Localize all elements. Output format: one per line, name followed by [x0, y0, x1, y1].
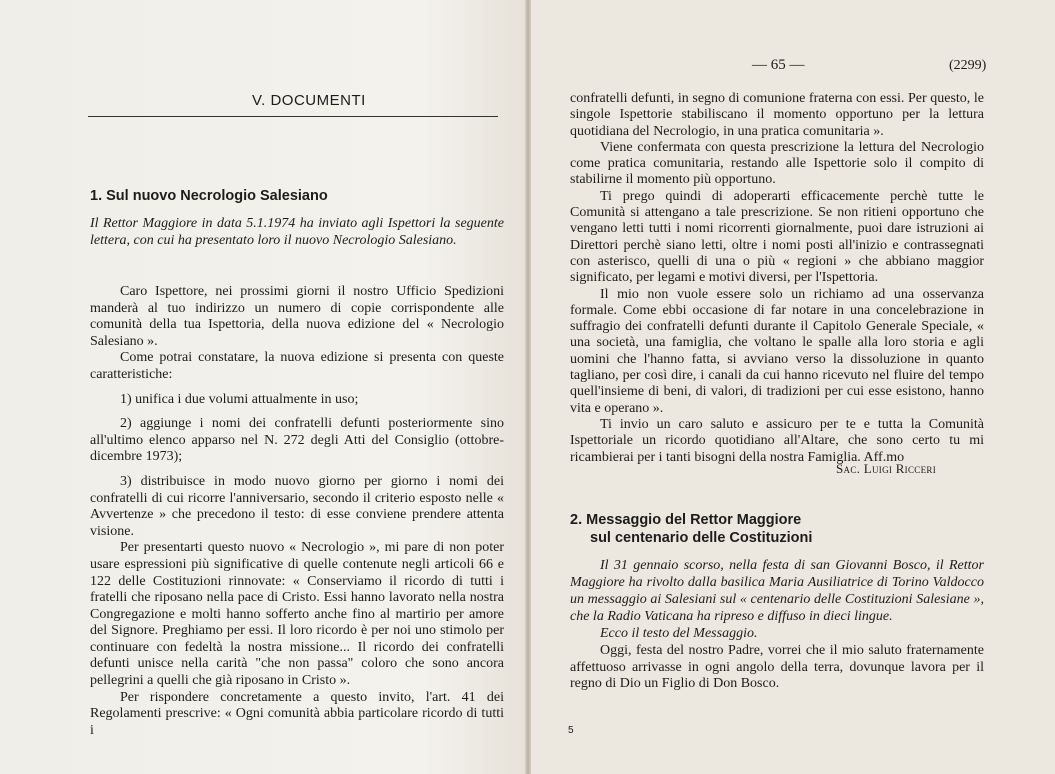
signature: Sac. Luigi Ricceri	[836, 461, 936, 476]
article-1-body	[90, 284, 504, 739]
paragraph: Per presentarti questo nuovo « Necrologio », mi pare di non poter usare espressioni più significative di quelle contenute negli articoli 66 e 122 delle Costituzioni rinnovate: « Conserviamo il ricordo di tutti i fratelli che riposano nella pace di Cristo. Essi hanno lavorato nella nostra Congregazione e molti hanno sofferto anche fino al martirio per amore del Signore. Preghiamo per essi. Il loro ricordo è per noi uno stimolo per continuare con fedeltà la nostra missione... Il ricordo dei confratelli defunti unisce nella carità "che non passa" coloro che sono ancora pellegrini a quelli che già riposano in Cristo ».	[90, 540, 504, 689]
article-2-intro	[570, 557, 984, 642]
page-code: (2299)	[949, 58, 987, 73]
footer-number: 5	[568, 725, 574, 736]
paragraph: Oggi, festa del nostro Padre, vorrei che il mio saluto fraternamente affettuoso arrivasse in ogni angolo della terra, dovunque lavora per il regno di Dio un Figlio di Don Bosco.	[570, 643, 984, 691]
page-gutter	[525, 0, 531, 774]
paragraph: Per rispondere concretamente a questo invito, l'art. 41 dei Regolamenti prescrive: « Ogni comunità abbia particolare ricordo di tutti i	[90, 689, 504, 738]
article-1-body-continued	[570, 91, 984, 466]
list-item: 1) unifica i due volumi attualmente in uso;	[120, 391, 359, 407]
paragraph: Ti invio un caro saluto e assicuro per te e tutta la Comunità Ispettoriale un ricordo quotidiano all'Altare, che sono certo tu mi ricambierai per i tanti bisogni della nostra Famiglia. Aff.mo	[570, 416, 984, 465]
paragraph: Ecco il testo del Messaggio.	[600, 626, 758, 641]
page-number: — 65 —	[752, 57, 805, 73]
paragraph: Ti prego quindi di adoperarti efficacemente perchè tutte le Comunità si attengano a tale prescrizione. Se non ritieni opportuno che vengano letti tutti i nomi ricorrenti giornalmente, puoi dare istruzioni ai Direttori perchè siano letti, oltre i nomi posti all'inizio e contrassegnati con asterisco, quelli di una o più « regioni » che abbiano maggior significato, per legami e motivi diversi, per l'Ispettoria.	[570, 188, 984, 286]
list-item: 3) distribuisce in modo nuovo giorno per giorno i nomi dei confratelli di cui ricorre l'anniversario, secondo il criterio esposto nelle « Avvertenze » che precedono il testo: di esse conviene prendere attenta visione.	[90, 473, 504, 539]
paragraph: Come potrai constatare, la nuova edizione si presenta con queste caratteristiche:	[90, 350, 504, 382]
article-heading-2-line2: sul centenario delle Costituzioni	[590, 530, 813, 546]
paragraph: confratelli defunti, in segno di comunione fraterna con essi. Per questo, le singole Ispettorie stabiliscano il momento opportuno per la lettura quotidiana del Necrologio, in una pratica comunitaria ».	[570, 91, 984, 139]
article-heading-2	[570, 511, 812, 547]
paragraph: Il 31 gennaio scorso, nella festa di san Giovanni Bosco, il Rettor Maggiore ha rivolto dalla basilica Maria Ausiliatrice di Torino Valdocco un messaggio ai Salesiani sul « centenario delle Costituzioni Salesiane », che la Radio Vaticana ha ripreso e diffuso in dieci lingue.	[570, 558, 984, 624]
article-heading-1: 1. Sul nuovo Necrologio Salesiano	[90, 188, 328, 204]
list-item: 2) aggiunge i nomi dei confratelli defunti posteriormente sino all'ultimo elenco apparso nel N. 272 degli Atti del Consiglio (ottobre-dicembre 1973);	[90, 416, 504, 465]
paragraph: Viene confermata con questa prescrizione la lettura del Necrologio come pratica comunitaria, restando alle Ispettorie solo il compito di stabilirne il momento più opportuno.	[570, 139, 984, 188]
paragraph: Caro Ispettore, nei prossimi giorni il nostro Ufficio Spedizioni manderà al tuo indirizzo un numero di copie corrispondente alle comunità della tua Ispettoria, della nuova edizione del « Necrologio Salesiano ».	[90, 284, 504, 349]
article-1-intro: Il Rettor Maggiore in data 5.1.1974 ha inviato agli Ispettori la seguente lettera, con cui ha presentato loro il nuovo Necrologio Salesiano.	[90, 216, 504, 248]
article-heading-2-line1: 2. Messaggio del Rettor Maggiore	[570, 512, 802, 528]
section-header: V. DOCUMENTI	[252, 92, 366, 109]
header-rule	[88, 116, 498, 117]
article-2-body	[570, 643, 984, 693]
paragraph: Il mio non vuole essere solo un richiamo ad una osservanza formale. Come ebbi occasione di far notare in una concelebrazione in suffragio dei confratelli defunti durante il Capitolo Generale Speciale, « una società, una famiglia, che voltano le spalle alla loro storia e agli uomini che l'hanno fatta, si avviano verso la dissoluzione in quanto tagliano, per così dire, i canali da cui hanno ricevuto nel fluire del tempo quell'insieme di beni, di valori, di tradizioni per cui esse esistono, hanno vita e operano ».	[570, 286, 984, 416]
